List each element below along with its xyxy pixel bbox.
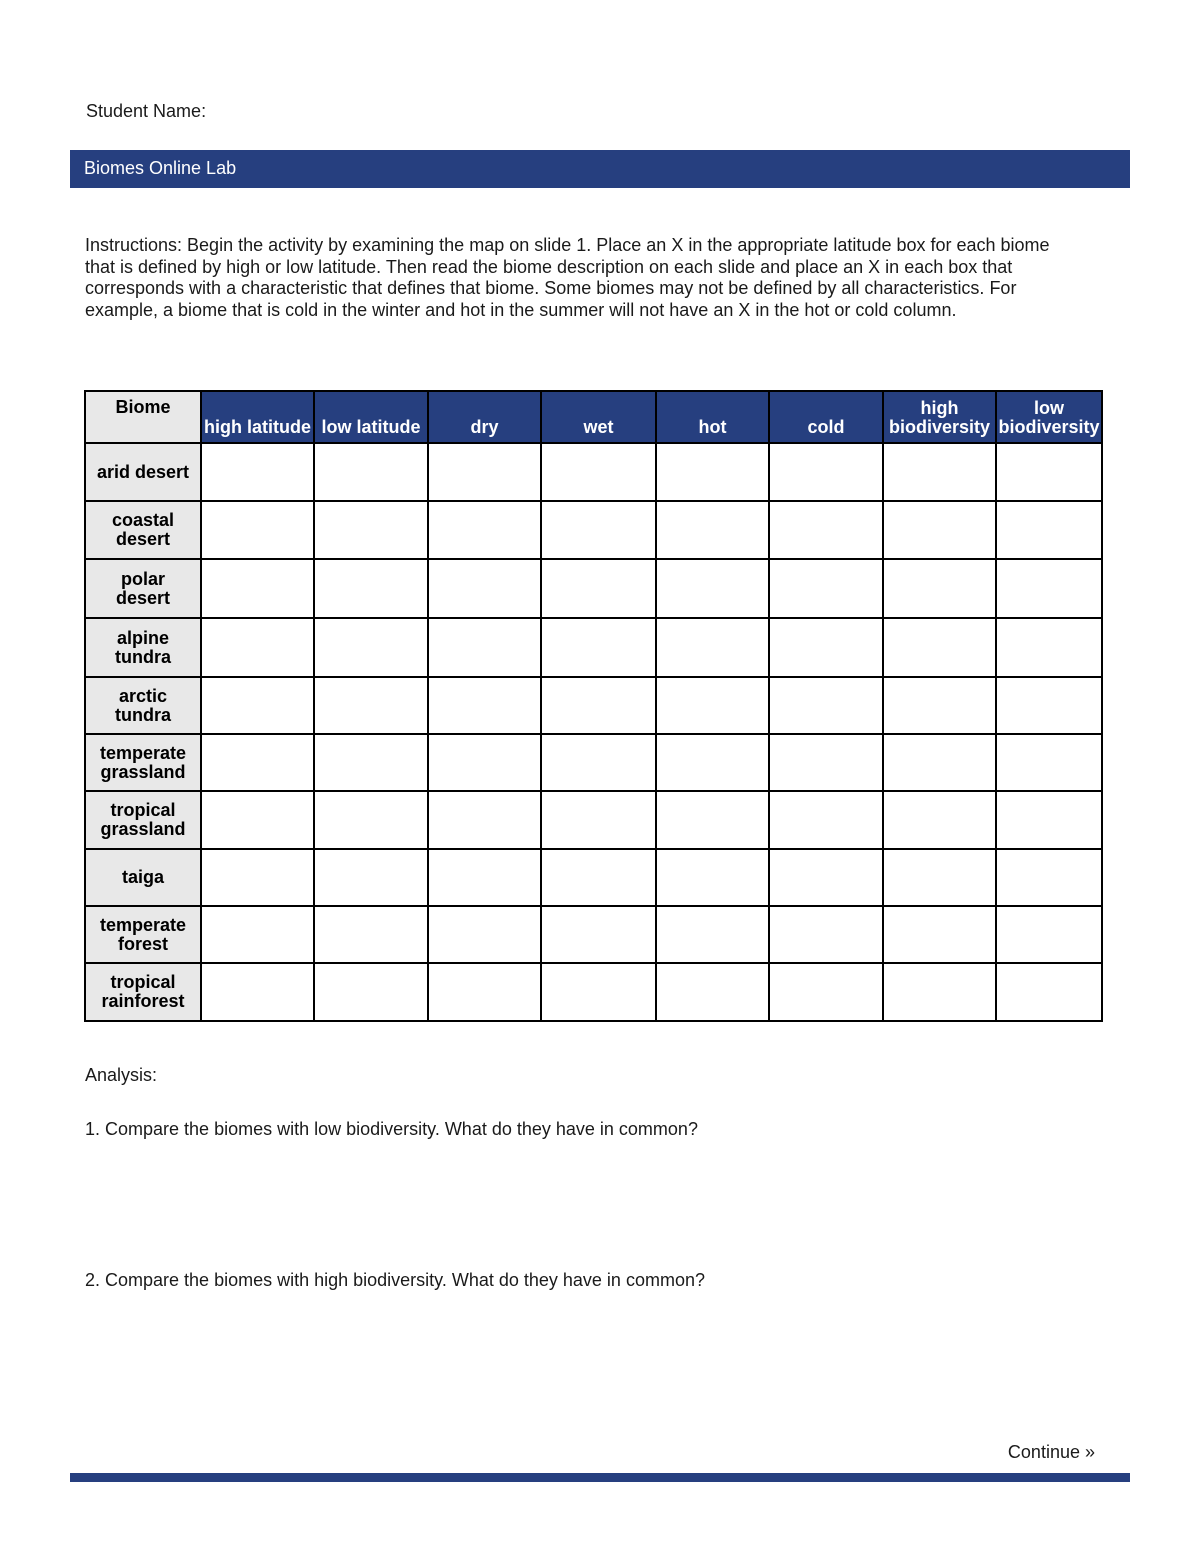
answer-cell[interactable]: [314, 618, 428, 677]
answer-cell[interactable]: [656, 906, 769, 963]
column-header: hot: [656, 391, 769, 443]
biome-name: coastal desert: [111, 510, 175, 549]
column-header: low latitude: [314, 391, 428, 443]
answer-cell[interactable]: [656, 677, 769, 734]
biome-row-header: [85, 791, 201, 849]
answer-cell[interactable]: [769, 849, 883, 906]
answer-cell[interactable]: [201, 618, 314, 677]
answer-cell[interactable]: [314, 906, 428, 963]
biome-name: temperate forest: [99, 914, 187, 954]
table-row: [85, 677, 1102, 734]
table-row: [85, 906, 1102, 963]
answer-cell[interactable]: [883, 963, 996, 1021]
answer-cell[interactable]: [428, 791, 541, 849]
answer-cell[interactable]: [428, 443, 541, 501]
title-bar: [70, 150, 1130, 188]
answer-cell[interactable]: [314, 734, 428, 791]
answer-cell[interactable]: [996, 963, 1102, 1021]
answer-cell[interactable]: [428, 963, 541, 1021]
column-header: low biodiversity: [996, 391, 1102, 443]
biome-row-header: [85, 559, 201, 618]
column-header: high latitude: [201, 391, 314, 443]
answer-cell[interactable]: [428, 501, 541, 559]
answer-cell[interactable]: [996, 501, 1102, 559]
answer-cell[interactable]: [656, 559, 769, 618]
answer-cell[interactable]: [656, 443, 769, 501]
answer-cell[interactable]: [314, 791, 428, 849]
column-header: wet: [541, 391, 656, 443]
biome-name: arctic tundra: [115, 685, 171, 725]
biome-row-header: [85, 443, 201, 501]
answer-cell[interactable]: [314, 501, 428, 559]
answer-cell[interactable]: [428, 618, 541, 677]
answer-cell[interactable]: [996, 791, 1102, 849]
column-header: cold: [769, 391, 883, 443]
answer-cell[interactable]: [883, 849, 996, 906]
answer-cell[interactable]: [428, 849, 541, 906]
table-row: [85, 734, 1102, 791]
analysis-question-2: 2. Compare the biomes with high biodiversity. What do they have in common?: [85, 1270, 705, 1290]
answer-cell[interactable]: [541, 906, 656, 963]
answer-cell[interactable]: [201, 791, 314, 849]
biome-name: alpine tundra: [115, 627, 171, 667]
instructions-text: Instructions: Begin the activity by examining the map on slide 1. Place an X in the appropriate latitude box for each biome that is defined by high or low latitude. Then read the biome description on each slide and place an X in each box that corresponds with a characteristic that defines that biome. Some biomes may not be defined by all characteristics. For example, a biome that is cold in the winter and hot in the summer will not have an X in the hot or cold column.: [85, 235, 1050, 320]
table-row: [85, 501, 1102, 559]
answer-cell[interactable]: [314, 559, 428, 618]
answer-cell[interactable]: [769, 677, 883, 734]
biome-name: polar desert: [115, 568, 171, 608]
answer-cell[interactable]: [769, 734, 883, 791]
analysis-question-1: 1. Compare the biomes with low biodiversity. What do they have in common?: [85, 1119, 698, 1139]
answer-cell[interactable]: [769, 501, 883, 559]
answer-cell[interactable]: [201, 559, 314, 618]
biome-row-header: [85, 849, 201, 906]
answer-cell[interactable]: [201, 906, 314, 963]
answer-cell[interactable]: [314, 963, 428, 1021]
biome-row-header: [85, 734, 201, 791]
answer-cell[interactable]: [541, 559, 656, 618]
answer-cell[interactable]: [201, 849, 314, 906]
biome-name: taiga: [121, 867, 164, 887]
table-row: [85, 791, 1102, 849]
biome-name: tropical grassland: [100, 800, 186, 839]
answer-cell[interactable]: [769, 618, 883, 677]
biome-row-header: [85, 906, 201, 963]
answer-cell[interactable]: [769, 559, 883, 618]
column-header: high biodiversity: [883, 391, 996, 443]
analysis-label: Analysis:: [85, 1065, 158, 1085]
answer-cell[interactable]: [428, 906, 541, 963]
answer-cell[interactable]: [996, 734, 1102, 791]
answer-cell[interactable]: [656, 849, 769, 906]
biome-row-header: [85, 501, 201, 559]
answer-cell[interactable]: [314, 677, 428, 734]
answer-cell[interactable]: [541, 443, 656, 501]
answer-cell[interactable]: [201, 734, 314, 791]
answer-cell[interactable]: [769, 906, 883, 963]
answer-cell[interactable]: [883, 618, 996, 677]
answer-cell[interactable]: [996, 677, 1102, 734]
table-body: [85, 443, 1102, 1021]
answer-cell[interactable]: [314, 849, 428, 906]
column-header: dry: [428, 391, 541, 443]
answer-cell[interactable]: [996, 906, 1102, 963]
biome-name: temperate grassland: [99, 742, 187, 782]
answer-cell[interactable]: [201, 677, 314, 734]
answer-cell[interactable]: [541, 734, 656, 791]
answer-cell[interactable]: [769, 963, 883, 1021]
biome-column-header: Biome: [85, 391, 201, 443]
page-title: Biomes Online Lab: [84, 158, 237, 178]
answer-cell[interactable]: [656, 501, 769, 559]
answer-cell[interactable]: [996, 443, 1102, 501]
answer-cell[interactable]: [541, 677, 656, 734]
biome-row-header: [85, 677, 201, 734]
table-row: [85, 963, 1102, 1021]
answer-cell[interactable]: [428, 734, 541, 791]
answer-cell[interactable]: [541, 849, 656, 906]
answer-cell[interactable]: [883, 734, 996, 791]
answer-cell[interactable]: [769, 443, 883, 501]
answer-cell[interactable]: [541, 618, 656, 677]
answer-cell[interactable]: [883, 791, 996, 849]
answer-cell[interactable]: [996, 618, 1102, 677]
answer-cell[interactable]: [314, 443, 428, 501]
biome-row-header: [85, 963, 201, 1021]
student-name-label: Student Name:: [86, 101, 207, 121]
answer-cell[interactable]: [428, 559, 541, 618]
answer-cell[interactable]: [541, 501, 656, 559]
footer-bar: [70, 1473, 1130, 1482]
answer-cell[interactable]: [883, 906, 996, 963]
answer-cell[interactable]: [541, 791, 656, 849]
answer-cell[interactable]: [656, 963, 769, 1021]
answer-cell[interactable]: [883, 501, 996, 559]
answer-cell[interactable]: [201, 963, 314, 1021]
answer-cell[interactable]: [201, 443, 314, 501]
continue-link[interactable]: Continue »: [1007, 1442, 1095, 1462]
biome-name: tropical rainforest: [101, 972, 185, 1011]
answer-cell[interactable]: [428, 677, 541, 734]
biome-row-header: [85, 618, 201, 677]
answer-cell[interactable]: [996, 849, 1102, 906]
answer-cell[interactable]: [656, 618, 769, 677]
biome-table: [84, 390, 1103, 1022]
answer-cell[interactable]: [541, 963, 656, 1021]
answer-cell[interactable]: [201, 501, 314, 559]
biome-name: arid desert: [96, 461, 190, 482]
answer-cell[interactable]: [883, 443, 996, 501]
answer-cell[interactable]: [883, 559, 996, 618]
table-row: [85, 849, 1102, 906]
table-row: [85, 443, 1102, 501]
table-row: [85, 618, 1102, 677]
answer-cell[interactable]: [996, 559, 1102, 618]
answer-cell[interactable]: [656, 791, 769, 849]
answer-cell[interactable]: [883, 677, 996, 734]
answer-cell[interactable]: [656, 734, 769, 791]
table-row: [85, 559, 1102, 618]
answer-cell[interactable]: [769, 791, 883, 849]
